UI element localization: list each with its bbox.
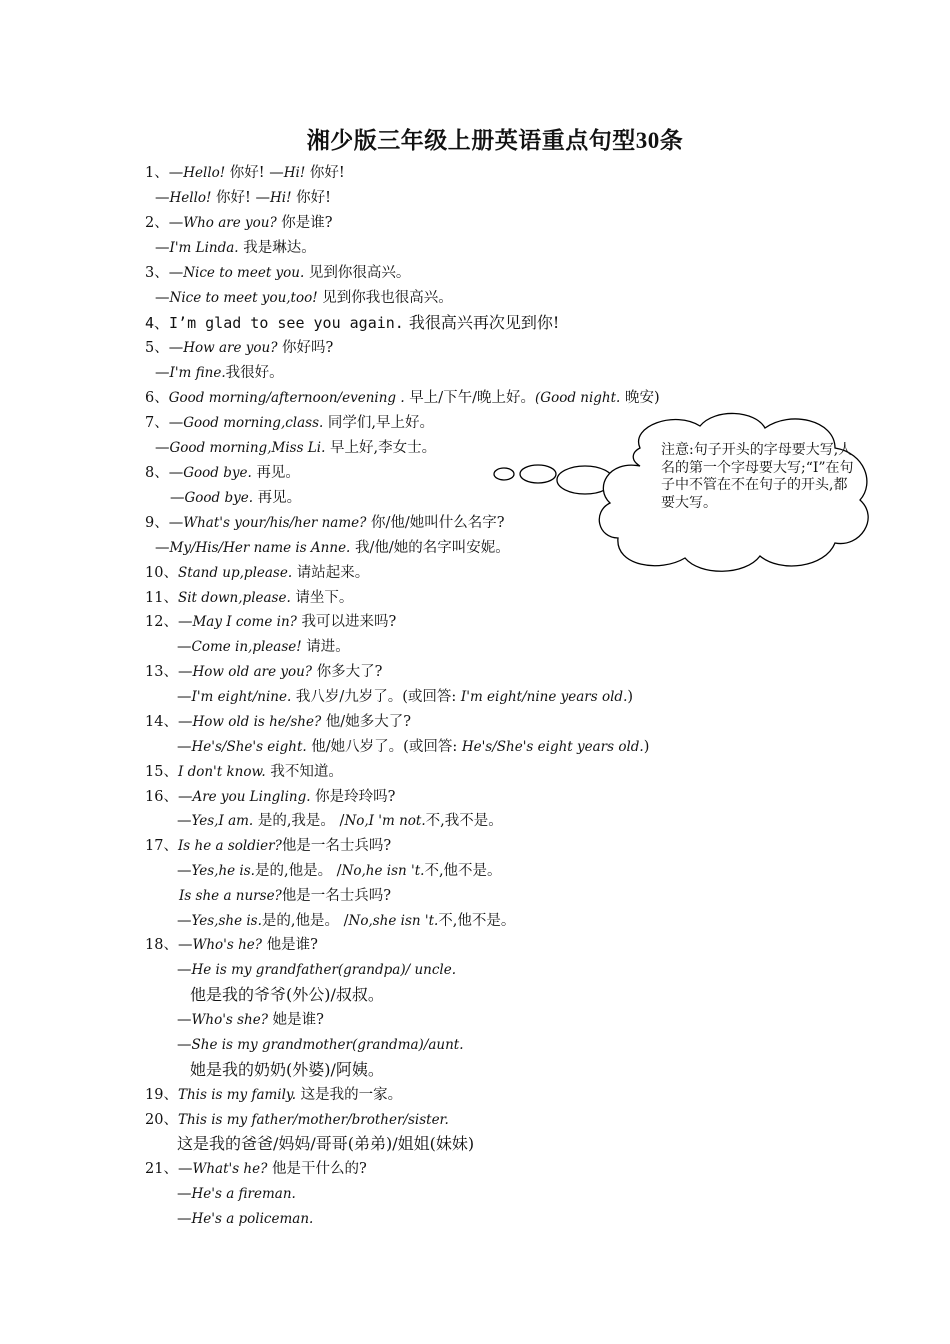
text-line: —Yes,I am. 是的,我是。 /No,I 'm not.不,我不是。 xyxy=(177,813,503,829)
text-line: 6、Good morning/afternoon/evening . 早上/下午/晚上好。(Good night. 晚安) xyxy=(145,390,660,406)
text-line: 17、Is he a soldier?他是一名士兵吗? xyxy=(145,838,392,854)
text-line: —Come in,please! 请进。 xyxy=(177,639,350,655)
text-line: 2、—Who are you? 你是谁? xyxy=(145,215,333,231)
text-line: 她是我的奶奶(外婆)/阿姨。 xyxy=(190,1060,384,1079)
text-line: 20、This is my father/mother/brother/sister. xyxy=(145,1112,449,1128)
text-line: 18、—Who's he? 他是谁? xyxy=(145,937,318,953)
text-line: 16、—Are you Lingling. 你是玲玲吗? xyxy=(145,789,396,805)
text-line: 10、Stand up,please. 请站起来。 xyxy=(145,565,370,581)
text-line: 3、—Nice to meet you. 见到你很高兴。 xyxy=(145,265,411,281)
text-line: 21、—What's he? 他是干什么的? xyxy=(145,1161,367,1177)
text-line: 19、This is my family. 这是我的一家。 xyxy=(145,1087,403,1103)
note-text: 注意:句子开头的字母要大写,人名的第一个字母要大写;“I”在句子中不管在不在句子的开头,都要大写。 xyxy=(661,442,854,511)
text-line: 14、—How old is he/she? 他/她多大了? xyxy=(145,714,411,730)
text-line: —My/His/Her name is Anne. 我/他/她的名字叫安妮。 xyxy=(155,540,510,556)
text-line: 7、—Good morning,class. 同学们,早上好。 xyxy=(145,415,435,431)
text-line: —Yes,she is.是的,他是。 /No,she isn 't.不,他不是。 xyxy=(177,913,516,929)
text-line: 13、—How old are you? 你多大了? xyxy=(145,664,383,680)
text-line: —Yes,he is.是的,他是。 /No,he isn 't.不,他不是。 xyxy=(177,863,502,879)
text-line: —I'm Linda. 我是琳达。 xyxy=(155,240,316,256)
text-line: 15、I don't know. 我不知道。 xyxy=(145,764,343,780)
text-line: 9、—What's your/his/her name? 你/他/她叫什么名字? xyxy=(145,515,505,531)
text-line: Is she a nurse?他是一名士兵吗? xyxy=(179,888,392,904)
text-line: —He's a policeman. xyxy=(177,1211,314,1227)
page-title: 湘少版三年级上册英语重点句型30条 xyxy=(306,128,684,153)
text-line: 11、Sit down,please. 请坐下。 xyxy=(145,590,354,606)
text-line: —Good bye. 再见。 xyxy=(170,490,302,506)
text-line: 4、I’m glad to see you again. 我很高兴再次见到你! xyxy=(145,313,560,332)
text-line: 12、—May I come in? 我可以进来吗? xyxy=(145,614,397,630)
text-line: —Good morning,Miss Li. 早上好,李女士。 xyxy=(155,440,437,456)
text-line: 这是我的爸爸/妈妈/哥哥(弟弟)/姐姐(妹妹) xyxy=(177,1134,475,1153)
text-line: 5、—How are you? 你好吗? xyxy=(145,340,334,356)
text-line: —He's a fireman. xyxy=(177,1186,296,1202)
text-line: —Nice to meet you,too! 见到你我也很高兴。 xyxy=(155,290,453,306)
text-line: —He is my grandfather(grandpa)/ uncle. xyxy=(177,962,456,978)
text-line: —I'm fine.我很好。 xyxy=(155,365,284,381)
text-line: —She is my grandmother(grandma)/aunt. xyxy=(177,1037,464,1053)
text-line: —He's/She's eight. 他/她八岁了。(或回答: He's/She's eight years old.) xyxy=(177,739,650,755)
text-line: 1、—Hello! 你好! —Hi! 你好! xyxy=(145,165,345,181)
text-line: 8、—Good bye. 再见。 xyxy=(145,465,300,481)
text-line: —I'm eight/nine. 我八岁/九岁了。(或回答: I'm eight/nine years old.) xyxy=(177,689,634,705)
text-line: 他是我的爷爷(外公)/叔叔。 xyxy=(190,985,384,1004)
text-line: —Who's she? 她是谁? xyxy=(177,1012,324,1028)
text-line: —Hello! 你好! —Hi! 你好! xyxy=(155,190,331,206)
